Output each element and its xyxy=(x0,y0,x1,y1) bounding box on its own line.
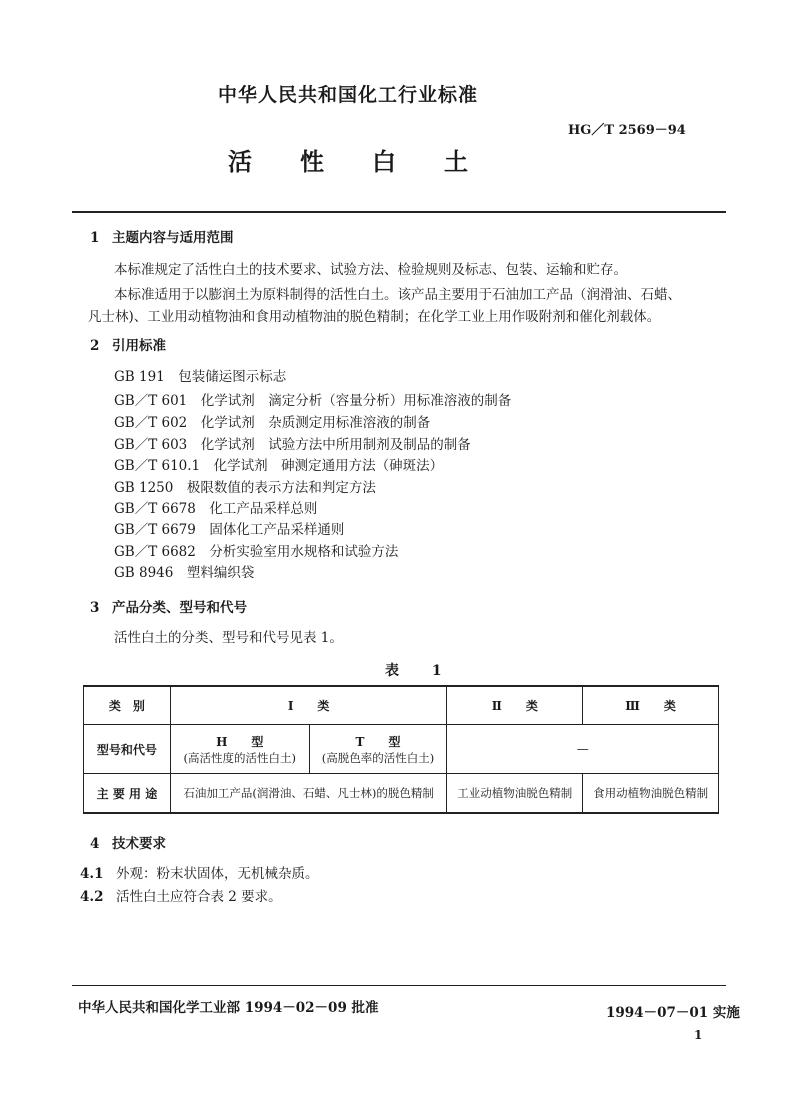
class-1-header: Ⅰ 类 xyxy=(170,686,447,725)
reference-title: 化学试剂 砷测定通用方法（砷斑法） xyxy=(213,458,444,474)
section-title: 引用标准 xyxy=(112,338,166,354)
reference-title: 固体化工产品采样通则 xyxy=(209,522,345,538)
class-2-header: Ⅱ 类 xyxy=(447,686,583,725)
model-code-label: 型号和代号 xyxy=(84,725,171,774)
footer-divider xyxy=(72,985,726,986)
reference-title: 化学试剂 试验方法中所用制剂及制品的制备 xyxy=(200,437,471,453)
header-divider xyxy=(72,211,726,213)
reference-title: 分析实验室用水规格和试验方法 xyxy=(209,544,399,560)
spacer xyxy=(196,501,210,517)
section-number: 3 xyxy=(90,600,100,616)
reference-title: 塑料编织袋 xyxy=(186,565,255,581)
reference-item xyxy=(114,561,254,581)
reference-title: 化学试剂 滴定分析（容量分析）用标准溶液的制备 xyxy=(200,393,512,409)
section-title: 产品分类、型号和代号 xyxy=(112,600,247,616)
reference-item xyxy=(114,476,376,496)
class-3-use: 食用动植物油脱色精制 xyxy=(583,774,719,814)
table-row xyxy=(84,686,719,725)
main-use-label: 主 要 用 途 xyxy=(84,774,171,814)
t-type-description: (高脱色率的活性白土) xyxy=(321,750,435,765)
reference-code: GB 191 xyxy=(114,369,165,385)
h-type-description: (高活性度的活性白土) xyxy=(183,750,296,765)
spacer xyxy=(196,544,210,560)
t-type: T 型 xyxy=(355,734,401,749)
implementation-date: 1994－07－01 实施 xyxy=(606,1005,740,1021)
reference-item xyxy=(114,411,430,431)
class-3-header: Ⅲ 类 xyxy=(583,686,719,725)
clause-text: 外观：粉末状固体，无机械杂质。 xyxy=(116,866,319,882)
clause-number: 4.2 xyxy=(80,889,104,905)
section-number: 1 xyxy=(90,230,100,246)
clause-number: 4.1 xyxy=(80,866,104,882)
reference-item xyxy=(114,540,398,560)
spacer xyxy=(173,565,187,581)
reference-title: 化工产品采样总则 xyxy=(209,501,318,517)
reference-title: 化学试剂 杂质测定用标准溶液的制备 xyxy=(200,415,431,431)
clause-4-2 xyxy=(80,885,282,905)
reference-item xyxy=(114,454,443,474)
section-1-heading xyxy=(90,226,234,246)
spacer xyxy=(187,415,201,431)
section-3-heading xyxy=(90,596,247,616)
h-type: H 型 xyxy=(216,734,264,749)
approval-line: 中华人民共和国化学工业部 1994－02－09 批准 xyxy=(78,1000,379,1016)
reference-code: GB 8946 xyxy=(114,565,174,581)
spacer xyxy=(187,393,201,409)
spacer xyxy=(196,522,210,538)
issuing-organization: 中华人民共和国化工行业标准 xyxy=(218,84,479,106)
section-4-heading xyxy=(90,832,166,852)
clause-text: 活性白土应符合表 2 要求。 xyxy=(116,889,282,905)
class-2-use: 工业动植物油脱色精制 xyxy=(447,774,583,814)
h-type-cell xyxy=(170,725,309,774)
section-1-paragraph-2-cont: 凡士林)、工业用动植物油和食用动植物油的脱色精制；在化学工业上用作吸附剂和催化剂载体。 xyxy=(88,309,661,325)
class-1-use: 石油加工产品(润滑油、石蜡、凡士林)的脱色精制 xyxy=(170,774,447,814)
reference-code: GB／T 610.1 xyxy=(114,458,201,474)
table-row xyxy=(84,774,719,814)
page-number: 1 xyxy=(694,1028,703,1042)
spacer xyxy=(173,480,187,496)
category-label: 类 别 xyxy=(84,686,171,725)
reference-item xyxy=(114,433,471,453)
table-1 xyxy=(83,685,719,814)
spacer xyxy=(165,369,179,385)
section-3-paragraph: 活性白土的分类、型号和代号见表 1。 xyxy=(114,630,343,646)
section-2-heading xyxy=(90,334,166,354)
reference-code: GB／T 603 xyxy=(114,437,188,453)
spacer xyxy=(187,437,201,453)
table-row xyxy=(84,725,719,774)
section-1-paragraph-1: 本标准规定了活性白土的技术要求、试验方法、检验规则及标志、包装、运输和贮存。 xyxy=(114,262,627,278)
reference-item xyxy=(114,365,286,385)
clause-4-1 xyxy=(80,862,319,882)
reference-title: 包装储运图示标志 xyxy=(178,369,287,385)
reference-title: 极限数值的表示方法和判定方法 xyxy=(186,480,376,496)
section-title: 技术要求 xyxy=(112,836,166,852)
section-number: 4 xyxy=(90,836,100,852)
reference-code: GB 1250 xyxy=(114,480,174,496)
standard-number: HG／T 2569－94 xyxy=(568,123,686,138)
section-number: 2 xyxy=(90,338,100,354)
reference-item xyxy=(114,389,511,409)
reference-code: GB／T 602 xyxy=(114,415,188,431)
t-type-cell xyxy=(309,725,447,774)
document-title: 活性白土 xyxy=(228,147,516,176)
spacer xyxy=(200,458,214,474)
section-1-paragraph-2: 本标准适用于以膨润土为原料制得的活性白土。该产品主要用于石油加工产品（润滑油、石蜡、 xyxy=(114,287,681,303)
class-2-3-model-dash: — xyxy=(447,725,719,774)
reference-code: GB／T 6679 xyxy=(114,522,196,538)
reference-code: GB／T 6678 xyxy=(114,501,196,517)
reference-code: GB／T 601 xyxy=(114,393,188,409)
reference-item xyxy=(114,518,344,538)
reference-code: GB／T 6682 xyxy=(114,544,196,560)
reference-item xyxy=(114,497,317,517)
section-title: 主题内容与适用范围 xyxy=(112,230,234,246)
table-1-caption: 表 1 xyxy=(385,663,456,679)
